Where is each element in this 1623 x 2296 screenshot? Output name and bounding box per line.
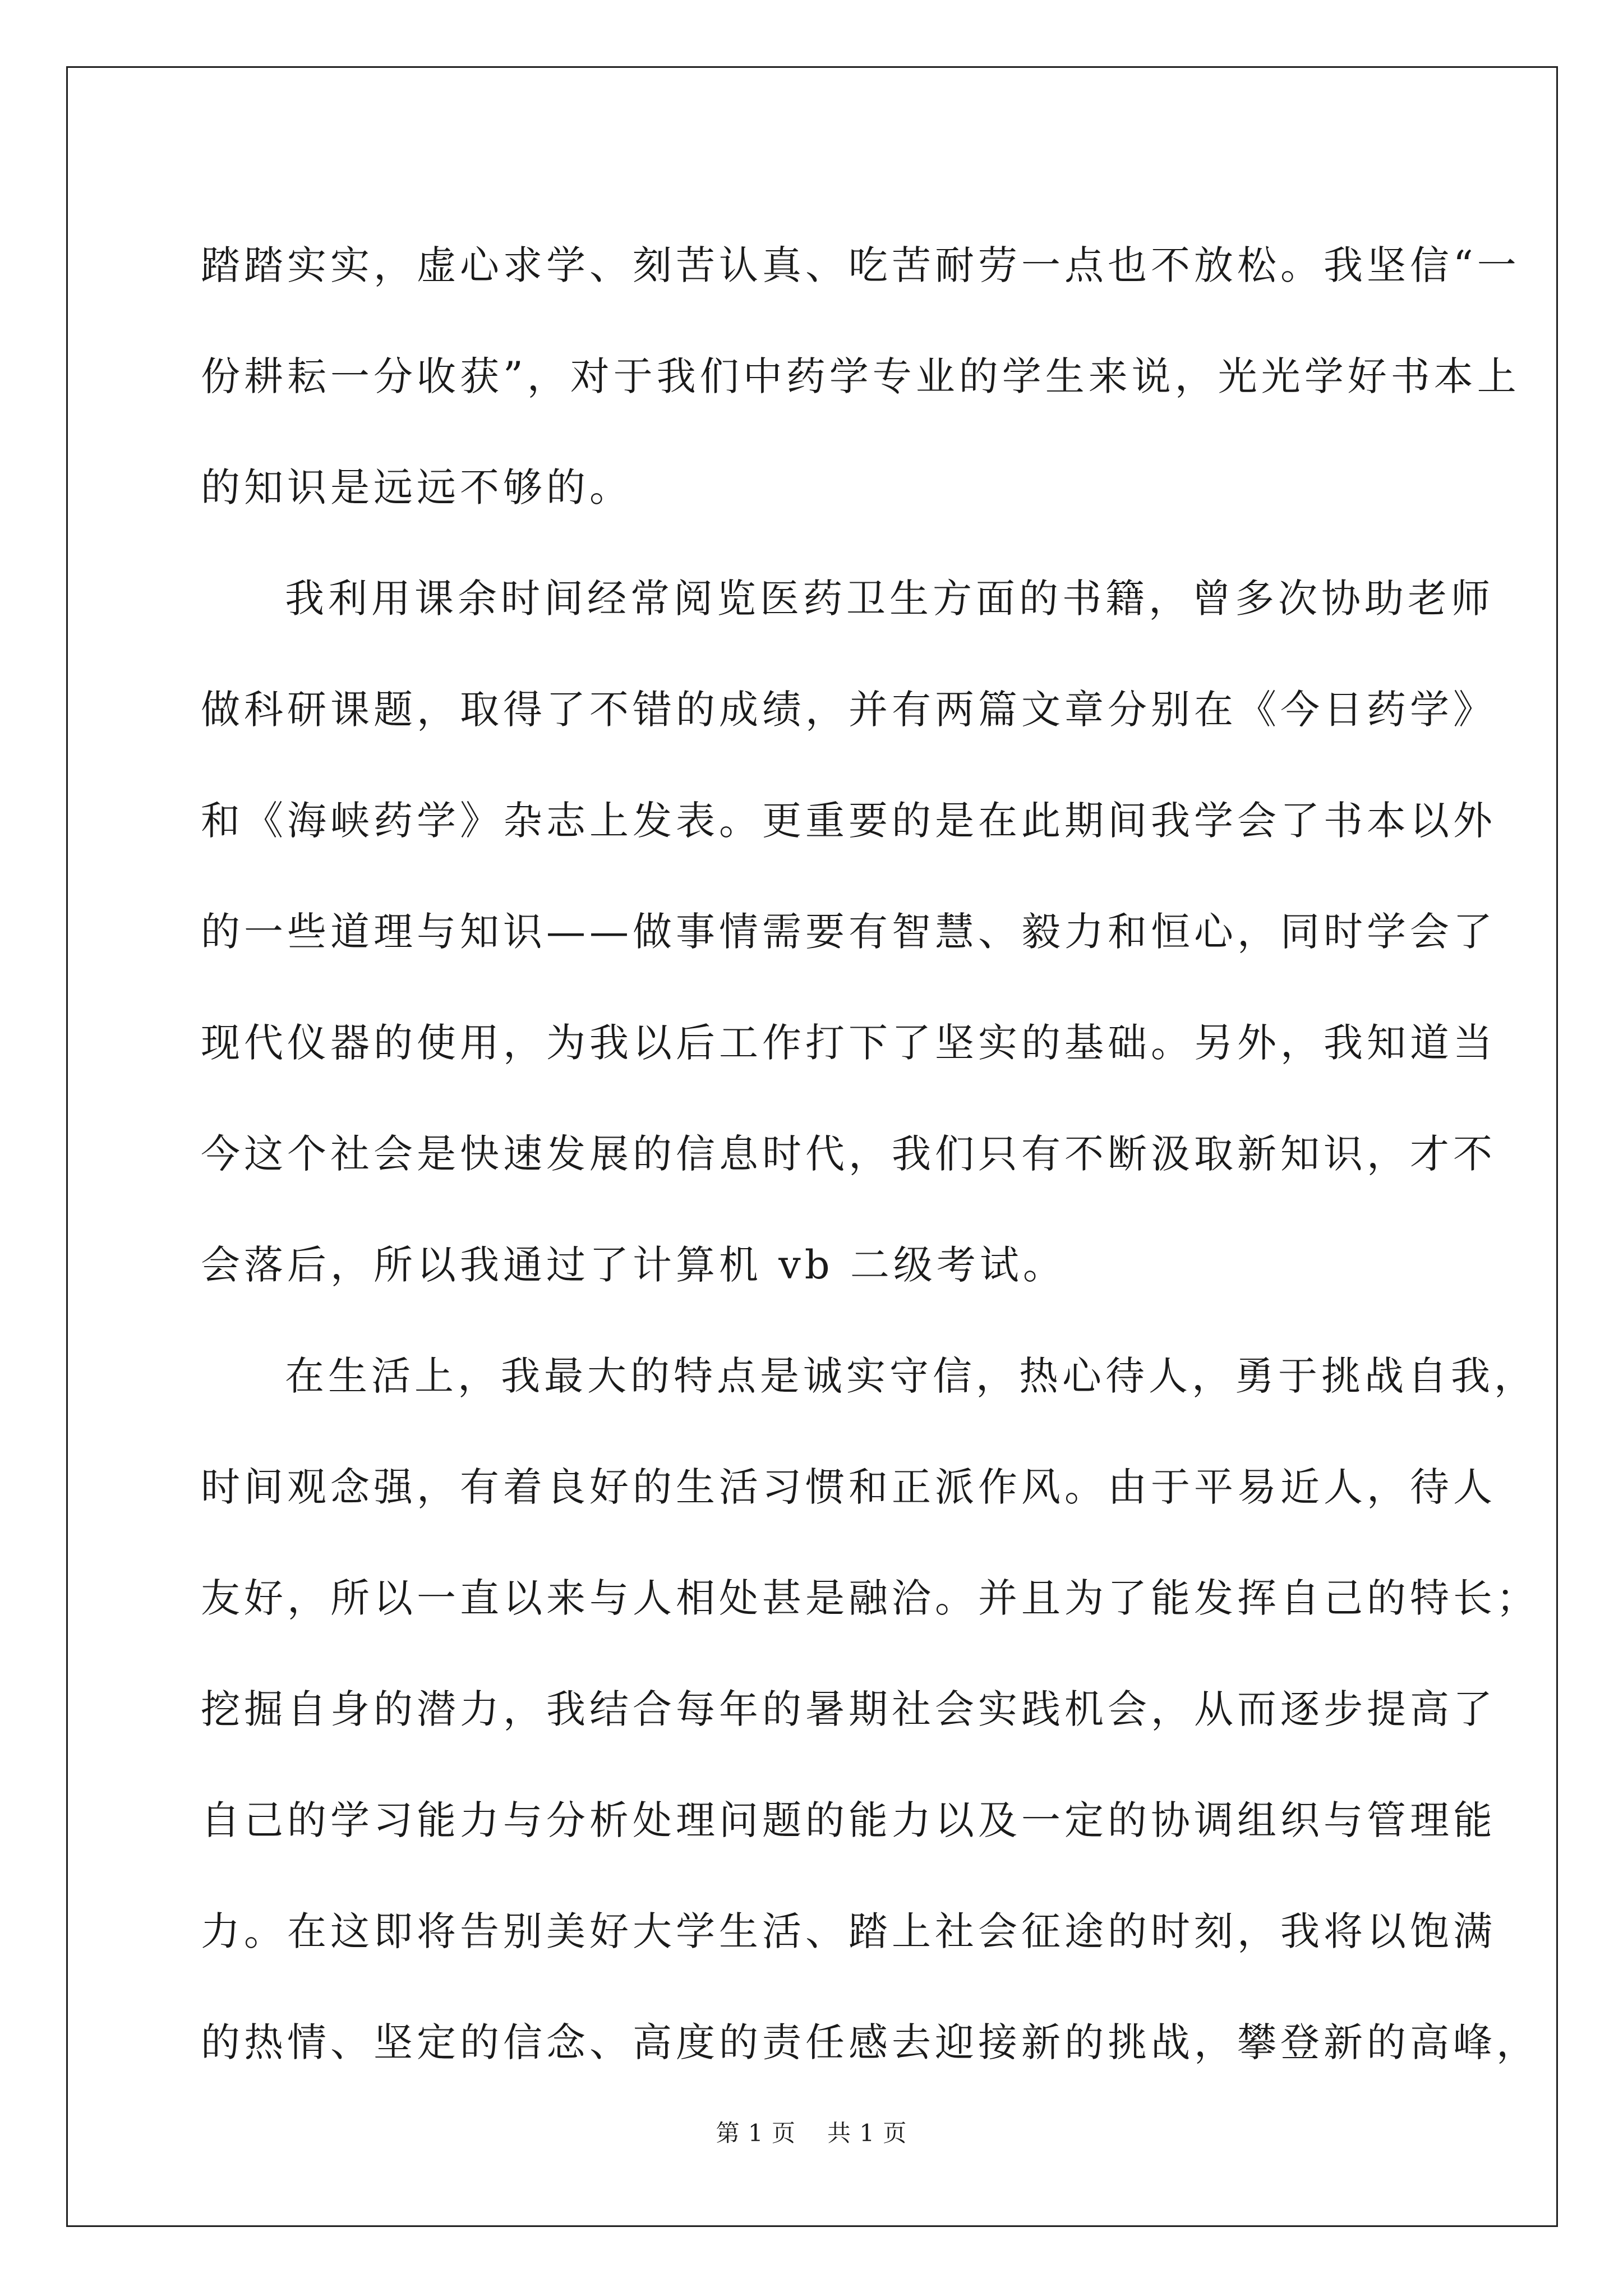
text-line: 和《海峡药学》杂志上发表。更重要的是在此期间我学会了书本以外 [201, 798, 1496, 844]
page-count: 共 1 页 [827, 2119, 907, 2147]
paragraph-3 [201, 1320, 1539, 2098]
paragraph-2 [201, 543, 1496, 1320]
text-line: 在生活上，我最大的特点是诚实守信，热心待人，勇于挑战自我， [285, 1353, 1537, 1399]
text-line: 的知识是远远不够的。 [201, 464, 633, 510]
text-line: 会落后，所以我通过了计算机 vb 二级考试。 [201, 1242, 1066, 1288]
document-body [201, 210, 1539, 2098]
text-line: 的一些道理与知识——做事情需要有智慧、毅力和恒心，同时学会了 [201, 909, 1496, 955]
paragraph-1 [201, 210, 1520, 543]
text-line: 我利用课余时间经常阅览医药卫生方面的书籍，曾多次协助老师 [285, 576, 1494, 622]
text-line: 挖掘自身的潜力，我结合每年的暑期社会实践机会，从而逐步提高了 [201, 1686, 1496, 1732]
text-line: 的热情、坚定的信念、高度的责任感去迎接新的挑战，攀登新的高峰， [201, 2019, 1539, 2065]
text-line: 自己的学习能力与分析处理问题的能力以及一定的协调组织与管理能 [201, 1797, 1496, 1843]
text-line: 力。在这即将告别美好大学生活、踏上社会征途的时刻，我将以饱满 [201, 1908, 1496, 1954]
text-line: 今这个社会是快速发展的信息时代，我们只有不断汲取新知识，才不 [201, 1131, 1496, 1177]
text-line: 踏踏实实，虚心求学、刻苦认真、吃苦耐劳一点也不放松。我坚信“一 [201, 242, 1520, 288]
text-line: 时间观念强，有着良好的生活习惯和正派作风。由于平易近人，待人 [201, 1464, 1496, 1510]
text-line: 现代仪器的使用，为我以后工作打下了坚实的基础。另外，我知道当 [201, 1020, 1496, 1066]
text-line: 做科研课题，取得了不错的成绩，并有两篇文章分别在《今日药学》 [201, 687, 1496, 733]
page-number: 第 1 页 [716, 2119, 796, 2147]
text-line: 份耕耘一分收获”，对于我们中药学专业的学生来说，光光学好书本上 [201, 353, 1520, 399]
page-footer [0, 2115, 1623, 2148]
text-line: 友好，所以一直以来与人相处甚是融洽。并且为了能发挥自己的特长； [201, 1575, 1539, 1621]
